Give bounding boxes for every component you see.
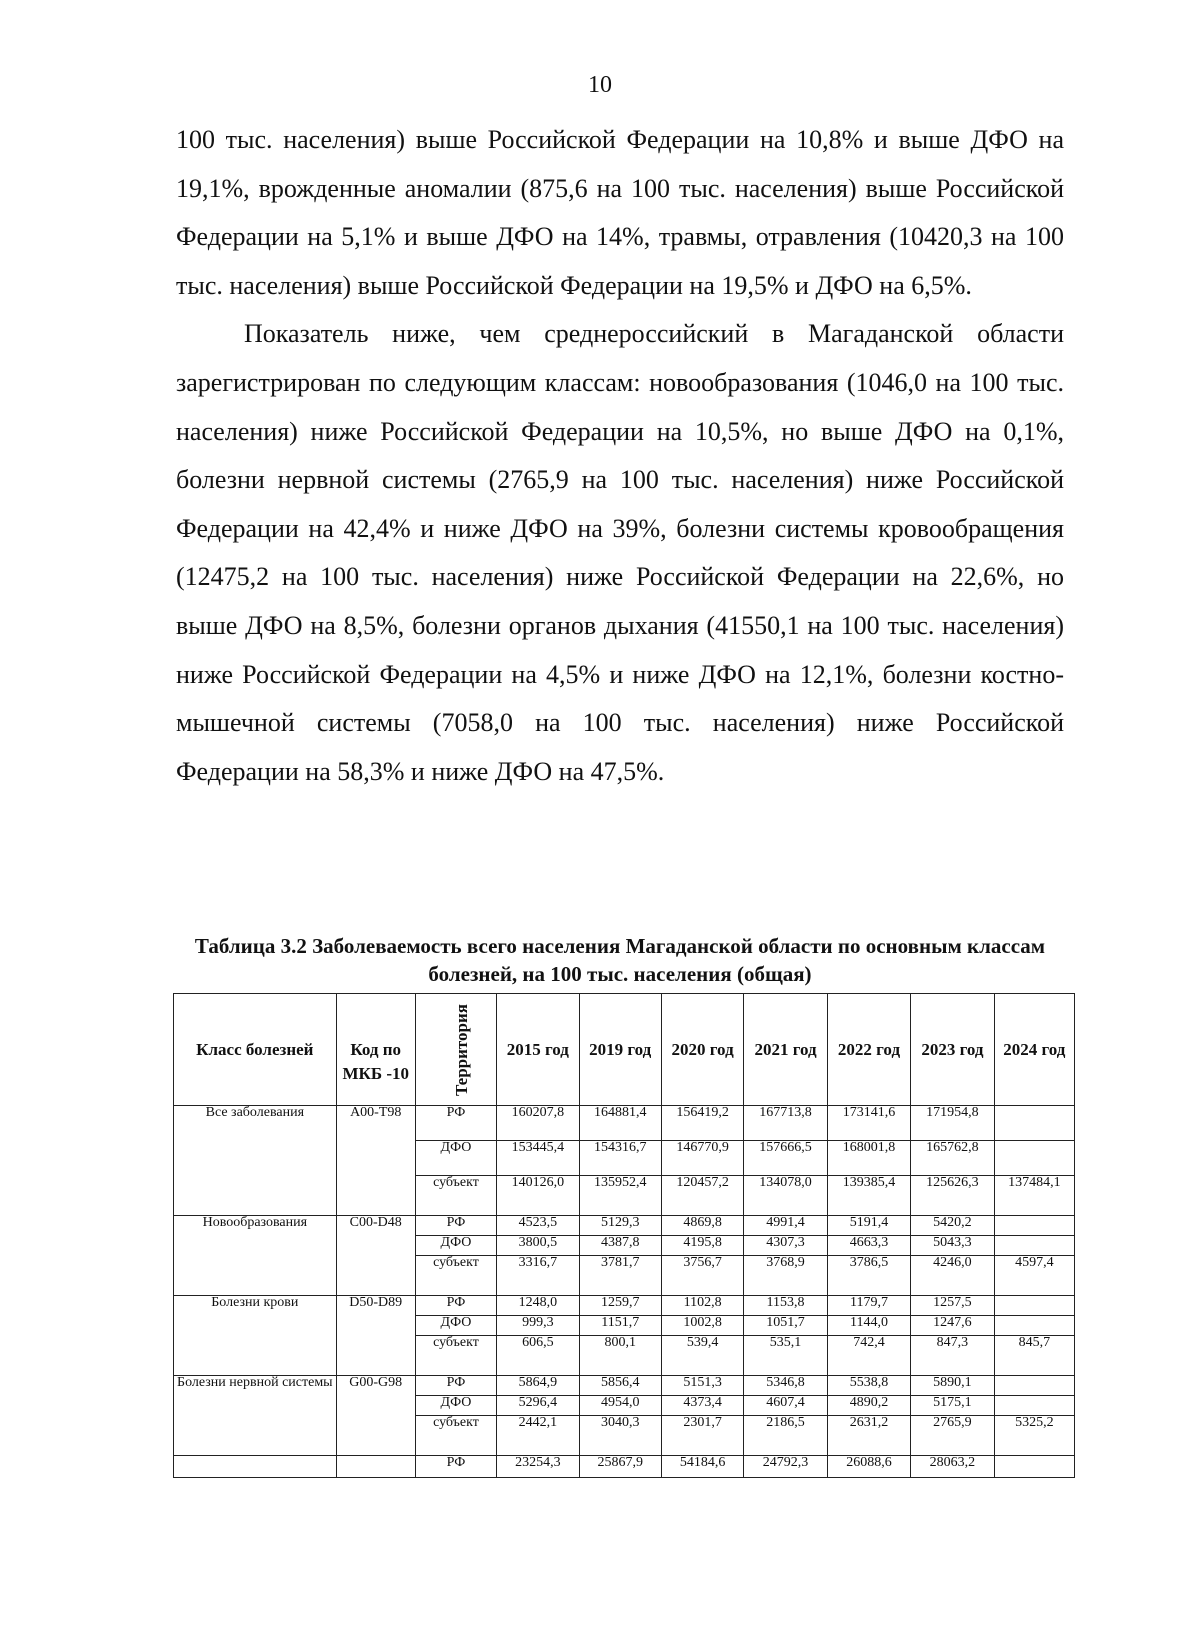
value-cell: 4869,8 — [661, 1216, 743, 1236]
territory-cell: РФ — [415, 1376, 496, 1396]
value-cell: 3800,5 — [497, 1236, 579, 1256]
value-cell: 3786,5 — [827, 1256, 910, 1296]
value-cell: 2765,9 — [911, 1416, 994, 1456]
territory-cell: ДФО — [415, 1316, 496, 1336]
value-cell: 5538,8 — [827, 1376, 910, 1396]
value-cell: 2186,5 — [744, 1416, 827, 1456]
value-cell: 742,4 — [827, 1336, 910, 1376]
value-cell: 4597,4 — [994, 1256, 1074, 1296]
value-cell: 4373,4 — [661, 1396, 743, 1416]
paragraph-2: Показатель ниже, чем среднероссийский в Магаданской области зарегистрирован по следующим классам: новообразования (1046,0 на 100 тыс. населения) ниже Российской Федерации на 10,5%, но выше ДФО на 0,1%, болезни нервной системы (2765,9 на 100 тыс. населения) ниже Российской Федерации на 42,4% и ниже ДФО на 39%, болезни системы кровообращения (12475,2 на 100 тыс. населения) ниже Российской Федерации на 22,6%, но выше ДФО на 8,5%, болезни органов дыхания (41550,1 на 100 тыс. населения) ниже Российской Федерации на 4,5% и ниже ДФО на 12,1%, болезни костно-мышечной системы (7058,0 на 100 тыс. населения) ниже Российской Федерации на 58,3% и ниже ДФО на 47,5%. — [176, 319, 1064, 786]
value-cell: 165762,8 — [911, 1141, 994, 1176]
table-row — [174, 1296, 1075, 1316]
morbidity-table — [173, 993, 1075, 1478]
value-cell: 1257,5 — [911, 1296, 994, 1316]
disease-class-cell: Новообразования — [174, 1216, 337, 1296]
icd-code-cell: D50-D89 — [336, 1296, 415, 1376]
disease-class-cell: Болезни нервной системы — [174, 1376, 337, 1456]
header-2015: 2015 год — [497, 994, 579, 1106]
value-cell: 4663,3 — [827, 1236, 910, 1256]
value-cell: 847,3 — [911, 1336, 994, 1376]
value-cell: 4954,0 — [579, 1396, 661, 1416]
value-cell: 1102,8 — [661, 1296, 743, 1316]
territory-cell: субъект — [415, 1176, 496, 1216]
table-row — [174, 1376, 1075, 1396]
value-cell: 845,7 — [994, 1336, 1074, 1376]
value-cell: 4607,4 — [744, 1396, 827, 1416]
value-cell: 28063,2 — [911, 1456, 994, 1478]
value-cell: 153445,4 — [497, 1141, 579, 1176]
territory-cell: РФ — [415, 1296, 496, 1316]
value-cell: 1051,7 — [744, 1316, 827, 1336]
value-cell: 171954,8 — [911, 1106, 994, 1141]
value-cell: 120457,2 — [661, 1176, 743, 1216]
value-cell: 2301,7 — [661, 1416, 743, 1456]
value-cell: 5420,2 — [911, 1216, 994, 1236]
value-cell: 134078,0 — [744, 1176, 827, 1216]
value-cell: 154316,7 — [579, 1141, 661, 1176]
value-cell: 2442,1 — [497, 1416, 579, 1456]
value-cell: 4991,4 — [744, 1216, 827, 1236]
value-cell: 25867,9 — [579, 1456, 661, 1478]
table-row — [174, 1456, 1075, 1478]
value-cell: 3316,7 — [497, 1256, 579, 1296]
value-cell: 2631,2 — [827, 1416, 910, 1456]
value-cell: 4246,0 — [911, 1256, 994, 1296]
value-cell: 606,5 — [497, 1336, 579, 1376]
value-cell: 4195,8 — [661, 1236, 743, 1256]
disease-class-cell: Все заболевания — [174, 1106, 337, 1216]
value-cell: 164881,4 — [579, 1106, 661, 1141]
header-2023: 2023 год — [911, 994, 994, 1106]
icd-code-cell: G00-G98 — [336, 1376, 415, 1456]
territory-cell: ДФО — [415, 1236, 496, 1256]
value-cell: 5856,4 — [579, 1376, 661, 1396]
value-cell: 3040,3 — [579, 1416, 661, 1456]
value-cell: 3781,7 — [579, 1256, 661, 1296]
value-cell: 5346,8 — [744, 1376, 827, 1396]
value-cell: 1002,8 — [661, 1316, 743, 1336]
header-code: Код по МКБ -10 — [336, 994, 415, 1106]
value-cell — [994, 1376, 1074, 1396]
territory-cell: субъект — [415, 1336, 496, 1376]
value-cell: 5325,2 — [994, 1416, 1074, 1456]
table-caption: Таблица 3.2 Заболеваемость всего населения Магаданской области по основным классам болезней, на 100 тыс. населения (общая) — [194, 934, 1046, 986]
icd-code-cell: С00-D48 — [336, 1216, 415, 1296]
territory-cell: субъект — [415, 1256, 496, 1296]
value-cell: 26088,6 — [827, 1456, 910, 1478]
header-2020: 2020 год — [661, 994, 743, 1106]
value-cell: 23254,3 — [497, 1456, 579, 1478]
value-cell: 539,4 — [661, 1336, 743, 1376]
icd-code-cell — [336, 1456, 415, 1478]
value-cell — [994, 1236, 1074, 1256]
value-cell: 1247,6 — [911, 1316, 994, 1336]
territory-cell: ДФО — [415, 1396, 496, 1416]
header-2021: 2021 год — [744, 994, 827, 1106]
value-cell: 5043,3 — [911, 1236, 994, 1256]
territory-cell: РФ — [415, 1106, 496, 1141]
table-header-row — [174, 994, 1075, 1106]
page-number: 10 — [588, 72, 612, 98]
value-cell — [994, 1296, 1074, 1316]
table-body — [174, 1106, 1075, 1478]
value-cell: 4387,8 — [579, 1236, 661, 1256]
value-cell: 5175,1 — [911, 1396, 994, 1416]
header-2019: 2019 год — [579, 994, 661, 1106]
territory-cell: субъект — [415, 1416, 496, 1456]
value-cell: 146770,9 — [661, 1141, 743, 1176]
table-row — [174, 1106, 1075, 1141]
value-cell: 800,1 — [579, 1336, 661, 1376]
value-cell: 535,1 — [744, 1336, 827, 1376]
value-cell: 5296,4 — [497, 1396, 579, 1416]
value-cell: 4890,2 — [827, 1396, 910, 1416]
value-cell — [994, 1456, 1074, 1478]
header-2022: 2022 год — [827, 994, 910, 1106]
territory-cell: РФ — [415, 1456, 496, 1478]
value-cell: 5191,4 — [827, 1216, 910, 1236]
value-cell: 5129,3 — [579, 1216, 661, 1236]
value-cell — [994, 1106, 1074, 1141]
disease-class-cell: Болезни крови — [174, 1296, 337, 1376]
value-cell: 137484,1 — [994, 1176, 1074, 1216]
value-cell: 1153,8 — [744, 1296, 827, 1316]
value-cell: 54184,6 — [661, 1456, 743, 1478]
value-cell: 4307,3 — [744, 1236, 827, 1256]
value-cell: 1151,7 — [579, 1316, 661, 1336]
value-cell — [994, 1316, 1074, 1336]
value-cell: 173141,6 — [827, 1106, 910, 1141]
value-cell: 167713,8 — [744, 1106, 827, 1141]
value-cell: 168001,8 — [827, 1141, 910, 1176]
header-2024: 2024 год — [994, 994, 1074, 1106]
header-class: Класс болезней — [174, 994, 337, 1106]
table-row — [174, 1216, 1075, 1236]
disease-class-cell — [174, 1456, 337, 1478]
value-cell: 3768,9 — [744, 1256, 827, 1296]
value-cell: 139385,4 — [827, 1176, 910, 1216]
body-text — [176, 116, 1064, 796]
value-cell: 135952,4 — [579, 1176, 661, 1216]
territory-cell: ДФО — [415, 1141, 496, 1176]
value-cell: 4523,5 — [497, 1216, 579, 1236]
value-cell: 140126,0 — [497, 1176, 579, 1216]
value-cell: 1179,7 — [827, 1296, 910, 1316]
value-cell: 999,3 — [497, 1316, 579, 1336]
value-cell: 125626,3 — [911, 1176, 994, 1216]
value-cell: 5864,9 — [497, 1376, 579, 1396]
paragraph-1: 100 тыс. населения) выше Российской Федерации на 10,8% и выше ДФО на 19,1%, врожденные аномалии (875,6 на 100 тыс. населения) выше Российской Федерации на 5,1% и выше ДФО на 14%, травмы, отравления (10420,3 на 100 тыс. населения) выше Российской Федерации на 19,5% и ДФО на 6,5%. — [176, 125, 1064, 300]
value-cell: 157666,5 — [744, 1141, 827, 1176]
icd-code-cell: А00-Т98 — [336, 1106, 415, 1216]
value-cell — [994, 1216, 1074, 1236]
header-territory: Территория — [415, 994, 496, 1106]
value-cell: 3756,7 — [661, 1256, 743, 1296]
value-cell: 1248,0 — [497, 1296, 579, 1316]
value-cell: 156419,2 — [661, 1106, 743, 1141]
value-cell: 1259,7 — [579, 1296, 661, 1316]
value-cell — [994, 1141, 1074, 1176]
territory-cell: РФ — [415, 1216, 496, 1236]
value-cell: 5890,1 — [911, 1376, 994, 1396]
value-cell: 24792,3 — [744, 1456, 827, 1478]
value-cell: 5151,3 — [661, 1376, 743, 1396]
value-cell: 160207,8 — [497, 1106, 579, 1141]
value-cell: 1144,0 — [827, 1316, 910, 1336]
value-cell — [994, 1396, 1074, 1416]
